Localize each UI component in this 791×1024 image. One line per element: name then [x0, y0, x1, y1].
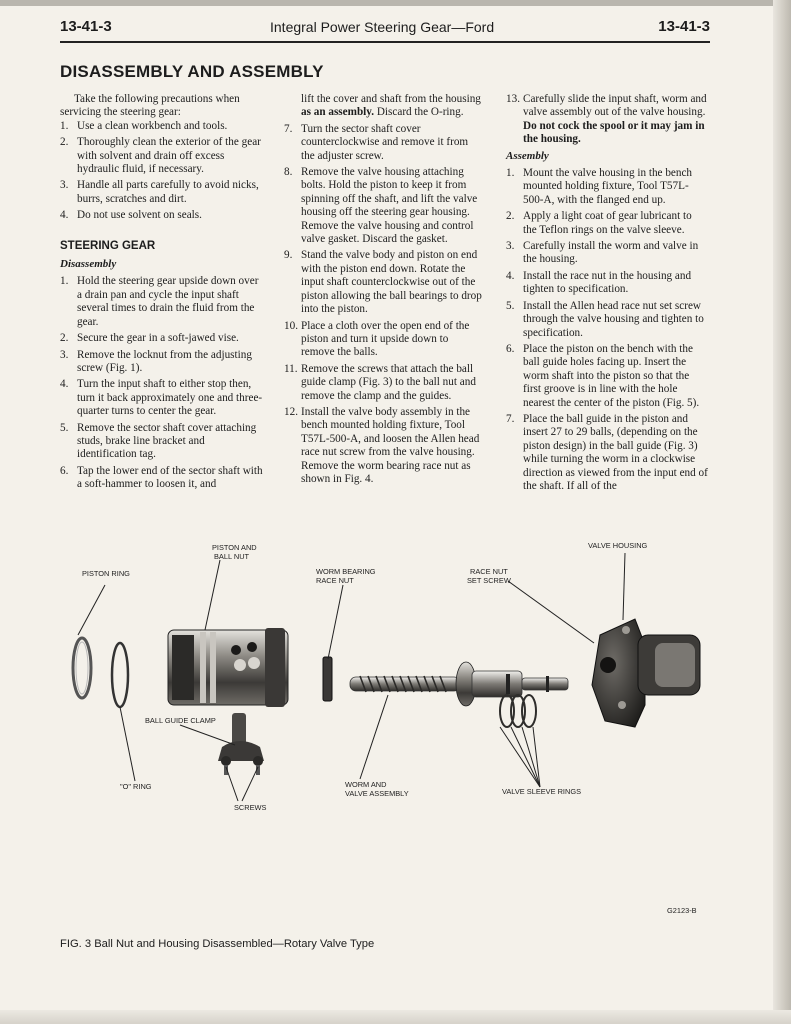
emphasis-text: as an assembly. — [301, 106, 375, 119]
item-number: 4. — [60, 209, 69, 222]
list-item — [506, 93, 708, 147]
label-o-ring: "O" RING — [120, 782, 152, 791]
item-number: 13. — [506, 93, 520, 105]
ball-guide-clamp-part — [218, 713, 264, 775]
list-item — [506, 413, 708, 493]
worm-bearing-race-nut-part — [323, 657, 332, 701]
list-item — [60, 378, 263, 418]
item-number: 2. — [60, 136, 69, 149]
item-text: Turn the input shaft to either stop then, turn it back approximately one and three-quarter turns to center the gear. — [77, 378, 263, 418]
exploded-view-figure — [60, 535, 710, 935]
list-item — [60, 349, 263, 376]
leader-lines — [78, 553, 625, 801]
item-text: Remove the valve housing attaching bolts. Hold the piston to keep it from spinning off the shaft, and lift the valve housing off the steering gear housing. Remove the valve housing and control valve gasket. Discard the gasket. — [301, 166, 478, 246]
header-title: Integral Power Steering Gear—Ford — [270, 19, 495, 35]
label-worm-valve-assembly — [345, 780, 409, 798]
label-worm-bearing-race-nut — [316, 567, 376, 585]
list-item — [506, 240, 708, 267]
continued-paragraph — [284, 93, 484, 120]
page-top-edge — [0, 0, 791, 6]
label-line: VALVE ASSEMBLY — [345, 789, 409, 798]
item-text: Apply a light coat of gear lubricant to the Teflon rings on the valve sleeve. — [523, 210, 692, 236]
running-header — [60, 14, 710, 42]
steering-gear-heading: STEERING GEAR — [60, 239, 156, 252]
label-valve-sleeve-rings: VALVE SLEEVE RINGS — [502, 787, 582, 796]
list-item — [60, 209, 263, 222]
item-text: Handle all parts carefully to avoid nicks, burrs, scratches and dirt. — [77, 179, 259, 205]
item-number: 4. — [506, 269, 515, 282]
valve-sleeve-rings-part — [500, 695, 536, 727]
assembly-subheading: Assembly — [506, 149, 549, 162]
label-piston-ball-nut — [212, 543, 257, 561]
item-number: 10. — [284, 319, 298, 332]
item-text: Place a cloth over the open end of the piston and turn it upside down to remove the balls. — [301, 319, 470, 359]
item-text: Thoroughly clean the exterior of the gear with solvent and drain off excess hydraulic fluid, if necessary. — [77, 136, 261, 176]
item-text: Place the piston on the bench with the ball guide holes facing up. Insert the worm shaft into the piston so that the first groove is in line with the hole nearest the center of the piston (Fig. 5). — [523, 342, 700, 409]
item-text: Place the ball guide in the piston and insert 27 to 29 balls, (depending on the piston design) in the ball guide (Fig. 3) while turning the worm in a clockwise direction as viewed from the input end of the shaft. If all of the — [523, 412, 708, 492]
text-column-3 — [506, 93, 708, 496]
label-piston-ring: PISTON RING — [82, 569, 130, 578]
list-item — [284, 363, 484, 403]
item-text: Tap the lower end of the sector shaft with a soft-hammer to loosen it, and — [77, 464, 263, 491]
item-number: 2. — [60, 332, 69, 345]
text-column-2 — [284, 93, 484, 489]
list-item — [60, 136, 263, 176]
item-text: Install the Allen head race nut set screw through the valve housing and tighten to specification. — [523, 299, 704, 339]
page-number-right: 13-41-3 — [658, 18, 710, 35]
item-number: 5. — [60, 421, 69, 434]
list-item — [506, 270, 708, 297]
item-text: Install the valve body assembly in the bench mounted holding fixture, Tool T57L-500-A, and loosen the Allen head race nut screw from the valve housing. Remove the worm bearing race nut as shown in Fig. 4. — [301, 405, 480, 485]
item-number: 7. — [284, 122, 293, 135]
item-text: Remove the screws that attach the ball guide clamp (Fig. 3) to the ball nut and remove the clamp and the guides. — [301, 362, 476, 402]
assembly-steps — [506, 167, 708, 493]
item-text: Install the race nut in the housing and tighten to specification. — [523, 269, 692, 296]
list-item — [60, 422, 263, 462]
label-line: SET SCREW — [467, 576, 511, 585]
item-number: 1. — [506, 167, 515, 180]
item-number: 7. — [506, 412, 515, 425]
figure-code: G2123-B — [667, 906, 697, 915]
item-text: Do not use solvent on seals. — [77, 209, 202, 222]
label-valve-housing: VALVE HOUSING — [588, 541, 648, 550]
disassembly-steps-end — [506, 93, 708, 147]
item-number: 8. — [284, 166, 293, 179]
item-number: 5. — [506, 299, 515, 312]
item-number: 1. — [60, 119, 69, 132]
item-number: 3. — [506, 240, 515, 253]
item-number: 9. — [284, 249, 293, 262]
list-item — [284, 123, 484, 163]
list-item — [60, 120, 263, 133]
page-binding-edge — [773, 0, 791, 1024]
list-item — [60, 179, 263, 206]
item-number: 3. — [60, 348, 69, 361]
header-rule — [60, 41, 710, 43]
disassembly-steps-continued — [284, 123, 484, 487]
list-item — [506, 167, 708, 207]
exploded-view-drawing — [60, 535, 710, 935]
list-item — [506, 343, 708, 410]
piston-ball-nut-part — [168, 628, 288, 707]
label-ball-guide-clamp: BALL GUIDE CLAMP — [145, 716, 216, 725]
list-item — [284, 406, 484, 486]
intro-paragraph: Take the following precautions when servicing the steering gear: — [60, 93, 240, 119]
disassembly-steps — [60, 275, 263, 491]
item-text: Carefully install the worm and valve in the housing. — [523, 240, 699, 266]
label-line: WORM BEARING — [316, 567, 376, 576]
item-text: Mount the valve housing in the bench mounted holding fixture, Tool T57L-500-A, with the flanged end up. — [523, 167, 693, 206]
label-screws: SCREWS — [234, 803, 267, 812]
item-text: Remove the sector shaft cover attaching studs, brake line bracket and identification tag. — [77, 421, 257, 461]
figure-caption: FIG. 3 Ball Nut and Housing Disassembled—Rotary Valve Type — [60, 938, 375, 950]
item-number: 12. — [284, 405, 298, 418]
list-item — [284, 249, 484, 316]
item-text: Carefully slide the input shaft, worm and valve assembly out of the valve housing. — [523, 93, 707, 119]
o-ring-part — [73, 638, 91, 698]
item-number: 2. — [506, 210, 515, 223]
label-line: RACE NUT — [470, 567, 508, 576]
item-text: Use a clean workbench and tools. — [77, 119, 228, 132]
disassembly-subheading: Disassembly — [60, 258, 117, 271]
item-number: 6. — [506, 342, 515, 355]
precautions-list — [60, 120, 263, 223]
valve-housing-part — [592, 619, 700, 727]
item-text: Secure the gear in a soft-jawed vise. — [77, 332, 239, 345]
list-item — [60, 465, 263, 492]
item-text: Turn the sector shaft cover counterclockwise and remove it from the adjuster screw. — [301, 122, 469, 162]
paragraph-text: Discard the O-ring. — [374, 106, 464, 119]
paragraph-text: lift the cover and shaft from the housing — [301, 93, 481, 105]
item-number: 3. — [60, 179, 69, 192]
list-item — [506, 210, 708, 237]
label-line: BALL NUT — [214, 552, 250, 561]
worm-valve-assembly-part — [350, 662, 568, 706]
section-heading: DISASSEMBLY AND ASSEMBLY — [60, 62, 324, 81]
text-column-1 — [60, 93, 263, 495]
item-text: Hold the steering gear upside down over a drain pan and cycle the input shaft several times to drain the fluid from the gear. — [77, 275, 259, 328]
item-number: 6. — [60, 464, 69, 477]
list-item — [284, 320, 484, 360]
label-line: RACE NUT — [316, 576, 354, 585]
item-number: 11. — [284, 362, 298, 375]
list-item — [506, 300, 708, 340]
item-text: Stand the valve body and piston on end with the piston end down. Rotate the input shaft counterclockwise out of the piston allowing the ball bearings to drop into the piston. — [301, 249, 482, 316]
piston-ring-part — [112, 643, 128, 707]
label-line: WORM AND — [345, 780, 387, 789]
item-number: 1. — [60, 275, 69, 288]
item-number: 4. — [60, 378, 69, 391]
label-race-nut-set-screw — [467, 567, 511, 585]
list-item — [284, 166, 484, 246]
list-item — [60, 332, 263, 345]
list-item — [60, 275, 263, 329]
warning-text: Do not cock the spool or it may jam in the housing. — [523, 119, 705, 146]
page-bottom-edge — [0, 1010, 791, 1024]
page-number-left: 13-41-3 — [60, 18, 112, 35]
item-text: Remove the locknut from the adjusting screw (Fig. 1). — [77, 348, 252, 374]
label-line: PISTON AND — [212, 543, 257, 552]
